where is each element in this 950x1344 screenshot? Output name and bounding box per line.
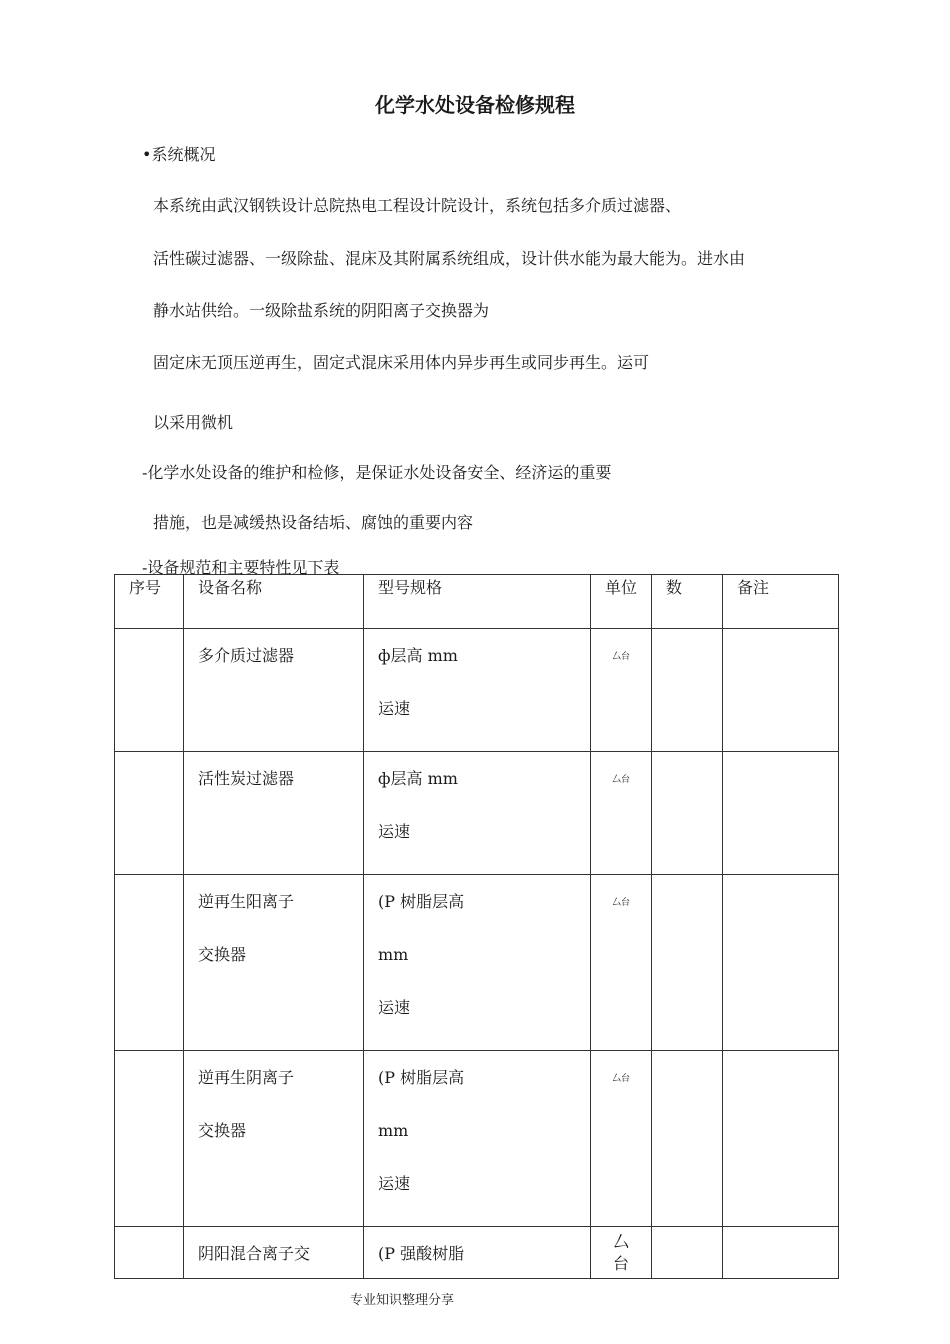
body-text-line: 以采用微机 <box>153 413 234 432</box>
unit-cell: 厶台 <box>591 752 652 875</box>
row-number-cell <box>115 752 184 875</box>
header-cell: 型号规格 <box>364 575 591 629</box>
quantity-cell <box>652 629 723 752</box>
body-text-line: 措施，也是减缓热设备结垢、腐蚀的重要内容 <box>153 513 474 532</box>
quantity-cell <box>652 1227 723 1279</box>
note-cell <box>723 1227 839 1279</box>
header-cell: 备注 <box>723 575 839 629</box>
body-text-line: -化学水处设备的维护和检修，是保证水处设备安全、经济运的重要 <box>142 463 612 482</box>
unit-cell: 厶台 <box>591 875 652 1051</box>
unit-cell: 厶台 <box>591 1051 652 1227</box>
row-number-cell <box>115 629 184 752</box>
equipment-name-cell: 逆再生阴离子 交换器 <box>184 1051 364 1227</box>
quantity-cell <box>652 1051 723 1227</box>
spec-cell: (P 树脂层高 mm 运速 <box>364 875 591 1051</box>
body-text-line: 活性碳过滤器、一级除盐、混床及其附属系统组成，设计供水能为最大能为。进水由 <box>153 249 746 268</box>
unit-cell: 厶台 <box>591 629 652 752</box>
note-cell <box>723 629 839 752</box>
unit-cell: 厶 台 <box>591 1227 652 1279</box>
section-heading-overview: •系统概况 <box>142 145 216 164</box>
page-footer: 专业知识整理分享 <box>350 1293 455 1308</box>
document-title: 化学水处设备检修规程 <box>375 93 575 117</box>
note-cell <box>723 752 839 875</box>
equipment-name-cell: 活性炭过滤器 <box>184 752 364 875</box>
spec-cell: ф层高 mm 运速 <box>364 752 591 875</box>
equipment-spec-table <box>114 574 839 1279</box>
header-cell: 单位 <box>591 575 652 629</box>
note-cell <box>723 875 839 1051</box>
row-number-cell <box>115 1051 184 1227</box>
spec-cell: ф层高 mm 运速 <box>364 629 591 752</box>
body-text-line: 静水站供给。一级除盐系统的阴阳离子交换器为 <box>153 301 490 320</box>
equipment-name-cell: 逆再生阳离子 交换器 <box>184 875 364 1051</box>
table-row <box>115 629 839 752</box>
spec-cell: (P 强酸树脂 <box>364 1227 591 1279</box>
spec-cell: (P 树脂层高 mm 运速 <box>364 1051 591 1227</box>
row-number-cell <box>115 1227 184 1279</box>
note-cell <box>723 1051 839 1227</box>
table-row <box>115 1227 839 1279</box>
quantity-cell <box>652 875 723 1051</box>
equipment-name-cell: 多介质过滤器 <box>184 629 364 752</box>
row-number-cell <box>115 875 184 1051</box>
header-cell: 数 <box>652 575 723 629</box>
header-cell: 序号 <box>115 575 184 629</box>
quantity-cell <box>652 752 723 875</box>
table-row <box>115 1051 839 1227</box>
table-row <box>115 752 839 875</box>
table-caption: -设备规范和主要特性见下表 <box>142 558 340 577</box>
body-text-line: 固定床无顶压逆再生，固定式混床采用体内异步再生或同步再生。运可 <box>153 353 650 372</box>
table-row <box>115 875 839 1051</box>
equipment-name-cell: 阴阳混合离子交 <box>184 1227 364 1279</box>
header-cell: 设备名称 <box>184 575 364 629</box>
body-text-line: 本系统由武汉钢铁设计总院热电工程设计院设计，系统包括多介质过滤器、 <box>153 196 682 215</box>
table-header-row <box>115 575 839 629</box>
